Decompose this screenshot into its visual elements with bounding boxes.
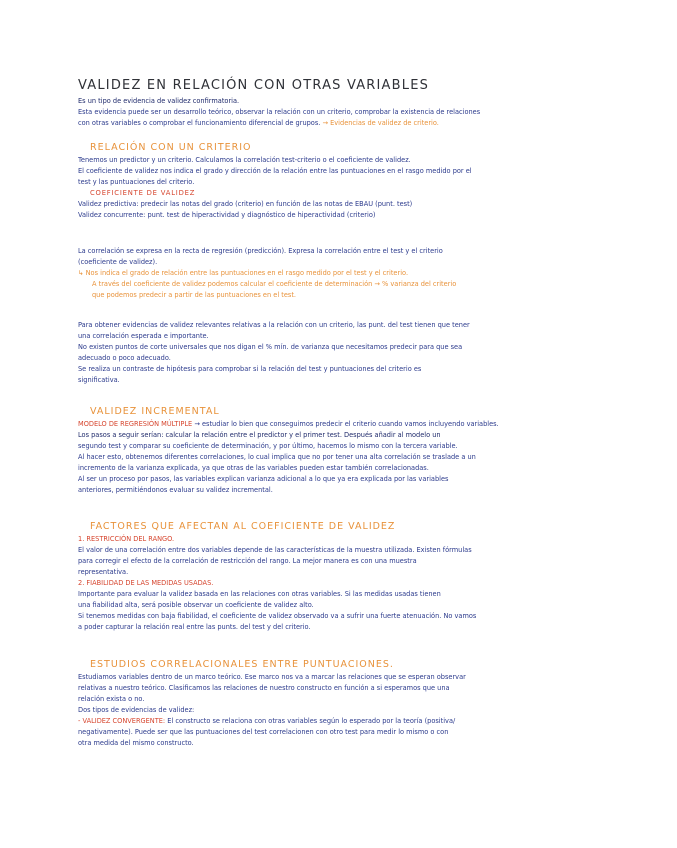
text-line: una fiabilidad alta, será posible observar un coeficiente de validez alto. bbox=[78, 601, 314, 609]
note-line: A través del coeficiente de validez podemos calcular el coeficiente de determinación → % varianza del criterio bbox=[92, 280, 457, 288]
model-text: → estudiar lo bien que conseguimos predecir el criterio cuando vamos incluyendo variables. bbox=[194, 420, 499, 428]
section-heading: RELACIÓN CON UN CRITERIO bbox=[90, 142, 252, 153]
text-line: Tenemos un predictor y un criterio. Calculamos la correlación test-criterio o el coeficiente de validez. bbox=[78, 156, 411, 164]
text-line: significativa. bbox=[78, 376, 120, 384]
text-line: test y las puntuaciones del criterio. bbox=[78, 178, 195, 186]
text-line: Si tenemos medidas con baja fiabilidad, el coeficiente de validez observado va a sufrir una fuerte atenuación. No vamos bbox=[78, 612, 477, 620]
text-line: Estudiamos variables dentro de un marco teórico. Ese marco nos va a marcar las relaciones que se esperan observar bbox=[78, 673, 466, 681]
text-line: El valor de una correlación entre dos variables depende de las características de la muestra utilizada. Existen fórmulas bbox=[78, 546, 472, 554]
section-heading: VALIDEZ INCREMENTAL bbox=[90, 406, 220, 417]
text-line-convergent bbox=[78, 716, 608, 727]
text-line: Al ser un proceso por pasos, las variables explican varianza adicional a lo que ya era explicada por las variables bbox=[78, 475, 449, 483]
intro-block bbox=[78, 96, 608, 129]
regression-block bbox=[78, 246, 608, 301]
text-line: La correlación se expresa en la recta de regresión (predicción). Expresa la correlación entre el test y el criterio bbox=[78, 247, 443, 255]
text-line: representativa. bbox=[78, 568, 129, 576]
text-line-first bbox=[78, 419, 608, 430]
text-line: para corregir el efecto de la correlación de restricción del rango. La mejor manera es con una muestra bbox=[78, 557, 417, 565]
intro-highlight: → Evidencias de validez de criterio. bbox=[322, 119, 439, 127]
text-line: relación exista o no. bbox=[78, 695, 145, 703]
text-line: Los pasos a seguir serían: calcular la relación entre el predictor y el primer test. Después añadir al modelo un bbox=[78, 431, 441, 439]
convergent-text: El constructo se relaciona con otras variables según lo esperado por la teoría (positiva/ bbox=[167, 717, 456, 725]
subheading: COEFICIENTE DE VALIDEZ bbox=[90, 189, 196, 197]
section-estudios bbox=[78, 658, 608, 749]
text-line: incremento de la varianza explicada, ya que otras de las variables pueden estar también correlacionadas. bbox=[78, 464, 429, 472]
text-line: Validez predictiva: predecir las notas del grado (criterio) en función de las notas de EBAU (punt. test) bbox=[78, 200, 413, 208]
text-line: Dos tipos de evidencias de validez: bbox=[78, 706, 195, 714]
text-line: negativamente). Puede ser que las puntuaciones del test correlacionen con otro test para medir lo mismo o con bbox=[78, 728, 449, 736]
text-line: El coeficiente de validez nos indica el grado y dirección de la relación entre las puntuaciones en el rasgo medido por el bbox=[78, 167, 472, 175]
section-heading: ESTUDIOS CORRELACIONALES ENTRE PUNTUACIONES. bbox=[90, 659, 394, 670]
section-factores bbox=[78, 520, 608, 633]
note-line: que podemos predecir a partir de las puntuaciones en el test. bbox=[92, 291, 297, 299]
text-line: segundo test y comparar su coeficiente de determinación, y por último, hacemos lo mismo con la tercera variable. bbox=[78, 442, 458, 450]
text-line: otra medida del mismo constructo. bbox=[78, 739, 194, 747]
text-line: Importante para evaluar la validez basada en las relaciones con otras variables. Si las medidas usadas tienen bbox=[78, 590, 441, 598]
text-line: anteriores, permitiéndonos evaluar su validez incremental. bbox=[78, 486, 273, 494]
intro-line: Esta evidencia puede ser un desarrollo teórico, observar la relación con un criterio, comprobar la existencia de relaciones bbox=[78, 108, 481, 116]
text-line: Se realiza un contraste de hipótesis para comprobar si la relación del test y puntuaciones del criterio es bbox=[78, 365, 422, 373]
model-label: MODELO DE REGRESIÓN MÚLTIPLE bbox=[78, 420, 193, 428]
text-line: relativas a nuestro teórico. Clasificamos las relaciones de nuestro constructo en función a si esperamos que una bbox=[78, 684, 450, 692]
factor-title: 1. RESTRICCIÓN DEL RANGO. bbox=[78, 535, 175, 543]
note-line: ↳ Nos indica el grado de relación entre las puntuaciones en el rasgo medido por el test y el criterio. bbox=[78, 269, 409, 277]
section-criterio bbox=[78, 141, 608, 221]
intro-line-last bbox=[78, 118, 608, 129]
text-line: (coeficiente de validez). bbox=[78, 258, 158, 266]
intro-line-text: con otras variables o comprobar el funcionamiento diferencial de grupos. bbox=[78, 119, 321, 127]
text-line: Validez concurrente: punt. test de hiperactividad y diagnóstico de hiperactividad (criterio) bbox=[78, 211, 376, 219]
text-line: Para obtener evidencias de validez relevantes relativas a la relación con un criterio, las punt. del test tienen que tener bbox=[78, 321, 470, 329]
page-title: VALIDEZ EN RELACIÓN CON OTRAS VARIABLES bbox=[78, 78, 430, 93]
text-line: Al hacer esto, obtenemos diferentes correlaciones, lo cual implica que no por tener una alta correlación se traslade a un bbox=[78, 453, 476, 461]
intro-line: Es un tipo de evidencia de validez confirmatoria. bbox=[78, 97, 240, 105]
section-incremental bbox=[78, 405, 608, 496]
text-line: una correlación esperada e importante. bbox=[78, 332, 209, 340]
text-line: No existen puntos de corte universales que nos digan el % mín. de varianza que necesitamos predecir para que sea bbox=[78, 343, 463, 351]
evidence-block bbox=[78, 320, 608, 386]
section-heading: FACTORES QUE AFECTAN AL COEFICIENTE DE VALIDEZ bbox=[90, 521, 396, 532]
text-line: adecuado o poco adecuado. bbox=[78, 354, 171, 362]
convergent-label: - VALIDEZ CONVERGENTE: bbox=[78, 717, 166, 725]
text-line: a poder capturar la relación real entre las punts. del test y del criterio. bbox=[78, 623, 311, 631]
factor-title: 2. FIABILIDAD DE LAS MEDIDAS USADAS. bbox=[78, 579, 214, 587]
